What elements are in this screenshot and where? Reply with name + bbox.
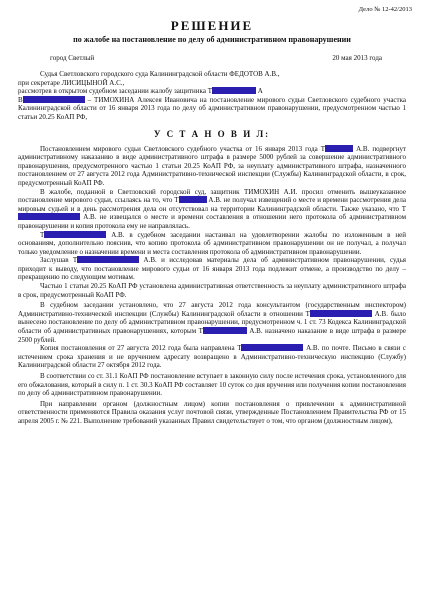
decision-body [18,145,406,426]
document-title: РЕШЕНИЕ [170,18,254,33]
intro-block [18,70,406,122]
city: город Светлый [50,54,95,62]
paragraph-text: В жалобе, поданной в Светловский городской суд, защитник ТИМОХИН А.И. просил отменить вышеуказанное постановление мирового судьи, ссылаясь на то, что Т [18,187,406,205]
paragraph [18,145,406,188]
redaction-block [212,87,256,94]
paragraph [18,344,406,370]
section-heading: У С Т А Н О В И Л: [153,128,271,139]
paragraph-text: А.В. назначено наказание в виде штрафа в размере 2500 рублей. [18,327,407,344]
paragraph: Частью 1 статьи 20.25 КоАП РФ установлена административная ответственность за неуплату административного штрафа в срок, предусмотренный КоАП РФ. [18,282,406,299]
paragraph: При направлении органом (должностным лицом) копии постановления о привлечении к административной ответственности применяются Правила оказания услуг почтовой связи, утвержденные Постановлением Правительства РФ от 15 апреля 2005 г. № 221. Выполнение требований указанных Правил свидетельствует о том, что органом (должностным лицом), [18,399,406,425]
paragraph-text: А.В. не получал извещений о месте и времени рассмотрения дела мировым судьей и в день рассмотрения дела он отсутствовал на территории Калининградской области. Также указано, что Т [18,196,406,213]
paragraph-text: Постановлением мирового судьи Светловского судебного участка от 16 января 2013 года Т [40,144,326,153]
decision-date: 20 мая 2013 года [332,54,382,62]
intro-judge: Судья Светловского городского суда Калининградской области ФЕДОТОВ А.В., [40,70,280,78]
paragraph-text: А.В. подвергнут административному наказанию в виде административного штрафа в размере 5000 рублей за совершение административного правонарушения, предусмотренного частью 1 статьи 20.25 КоАП РФ, за неуплату административного штрафа, назначенного постановлением от 27 августа 2012 года Административно-технической инспекции (Службы) Калининградской области, в срок, предусмотренный КоАП РФ. [18,144,406,187]
paragraph-text: Т [40,230,45,239]
paragraph-text: А.В. было вынесено постановление по делу об административном правонарушении, предусмотренном ч. 1 ст. 73 Кодекса Калининградской области об административных правонарушениях, которым Т [18,309,406,336]
redaction-block [179,196,207,203]
intro-text: рассмотрев в открытом судебном заседании жалобу защитника Т [18,87,212,96]
case-number: Дело № 12-42/2013 [358,6,412,13]
redaction-block [203,327,247,334]
paragraph [18,301,406,344]
intro-text: В [18,95,23,104]
place-date-row [18,54,406,62]
redaction-block [325,145,353,152]
intro-complaint [18,87,406,121]
redaction-block [23,96,85,103]
paragraph: В соответствии со ст. 31.1 КоАП РФ постановление вступает в законную силу после истечения срока, установленного для его обжалования, который в силу п. 1 ст. 30.3 КоАП РФ составляет 10 суток со дня вручения или получения копии постановления по делу об административном правонарушении. [18,372,406,398]
paragraph-text: А.В. и исследовав материалы дела об административном правонарушении, судья приходит к выводу, что постановление мирового судьи от 16 января 2013 года подлежит отмене, а производство по делу – прекращению по следующим мотивам. [18,256,406,282]
intro-secretary: при секретаре ЛИСИЦЫНОЙ А.С., [18,78,125,87]
paragraph [18,231,406,257]
document-subtitle: по жалобе на постановление по делу об административном правонарушении [73,35,351,44]
intro-text: А [257,87,263,96]
redaction-block [18,213,80,220]
paragraph-text: А.В. в судебном заседании настаивал на удовлетворении жалобы по изложенным в ней основаниям, дополнительно пояснив, что копию протокола об административном правонарушении он не получал, а получал только уведомление о назначении времени и места составления протокола об административном правонарушении. [18,230,406,256]
paragraph [18,188,406,231]
paragraph-text: В судебном заседании установлено, что 27 августа 2012 года консультантом (государственным инспектором) Административно-технической инспекции (Службы) Калининградской области в отношении Т [18,301,406,318]
redaction-block [241,344,303,351]
paragraph-text: А.В. по почте. Письмо в связи с истечением срока хранения и не вручением адресату возвращено в Административно-техническую инспекцию (Службу) Калининградской области 27 октября 2012 года. [18,344,406,370]
paragraph-text: А.В. не извещался о месте и времени составления в отношении него протокола об административном правонарушении и копия протокола ему не направлялась. [18,213,407,230]
redaction-block [44,231,106,238]
paragraph [18,256,406,282]
redaction-block [310,310,372,317]
redaction-block [77,256,139,263]
intro-text: – ТИМОХИНА Алексея Ивановича на постановление мирового судьи Светловского судебного участка Калининградской области от 16 января 2013 года по делу об административном правонарушении, предусмотренном частью 1 статьи 20.25 КоАП РФ, [18,95,406,121]
paragraph-text: Заслушав Т [40,256,78,265]
paragraph-text: Копия постановления от 27 августа 2012 года была направлена Т [40,344,242,353]
